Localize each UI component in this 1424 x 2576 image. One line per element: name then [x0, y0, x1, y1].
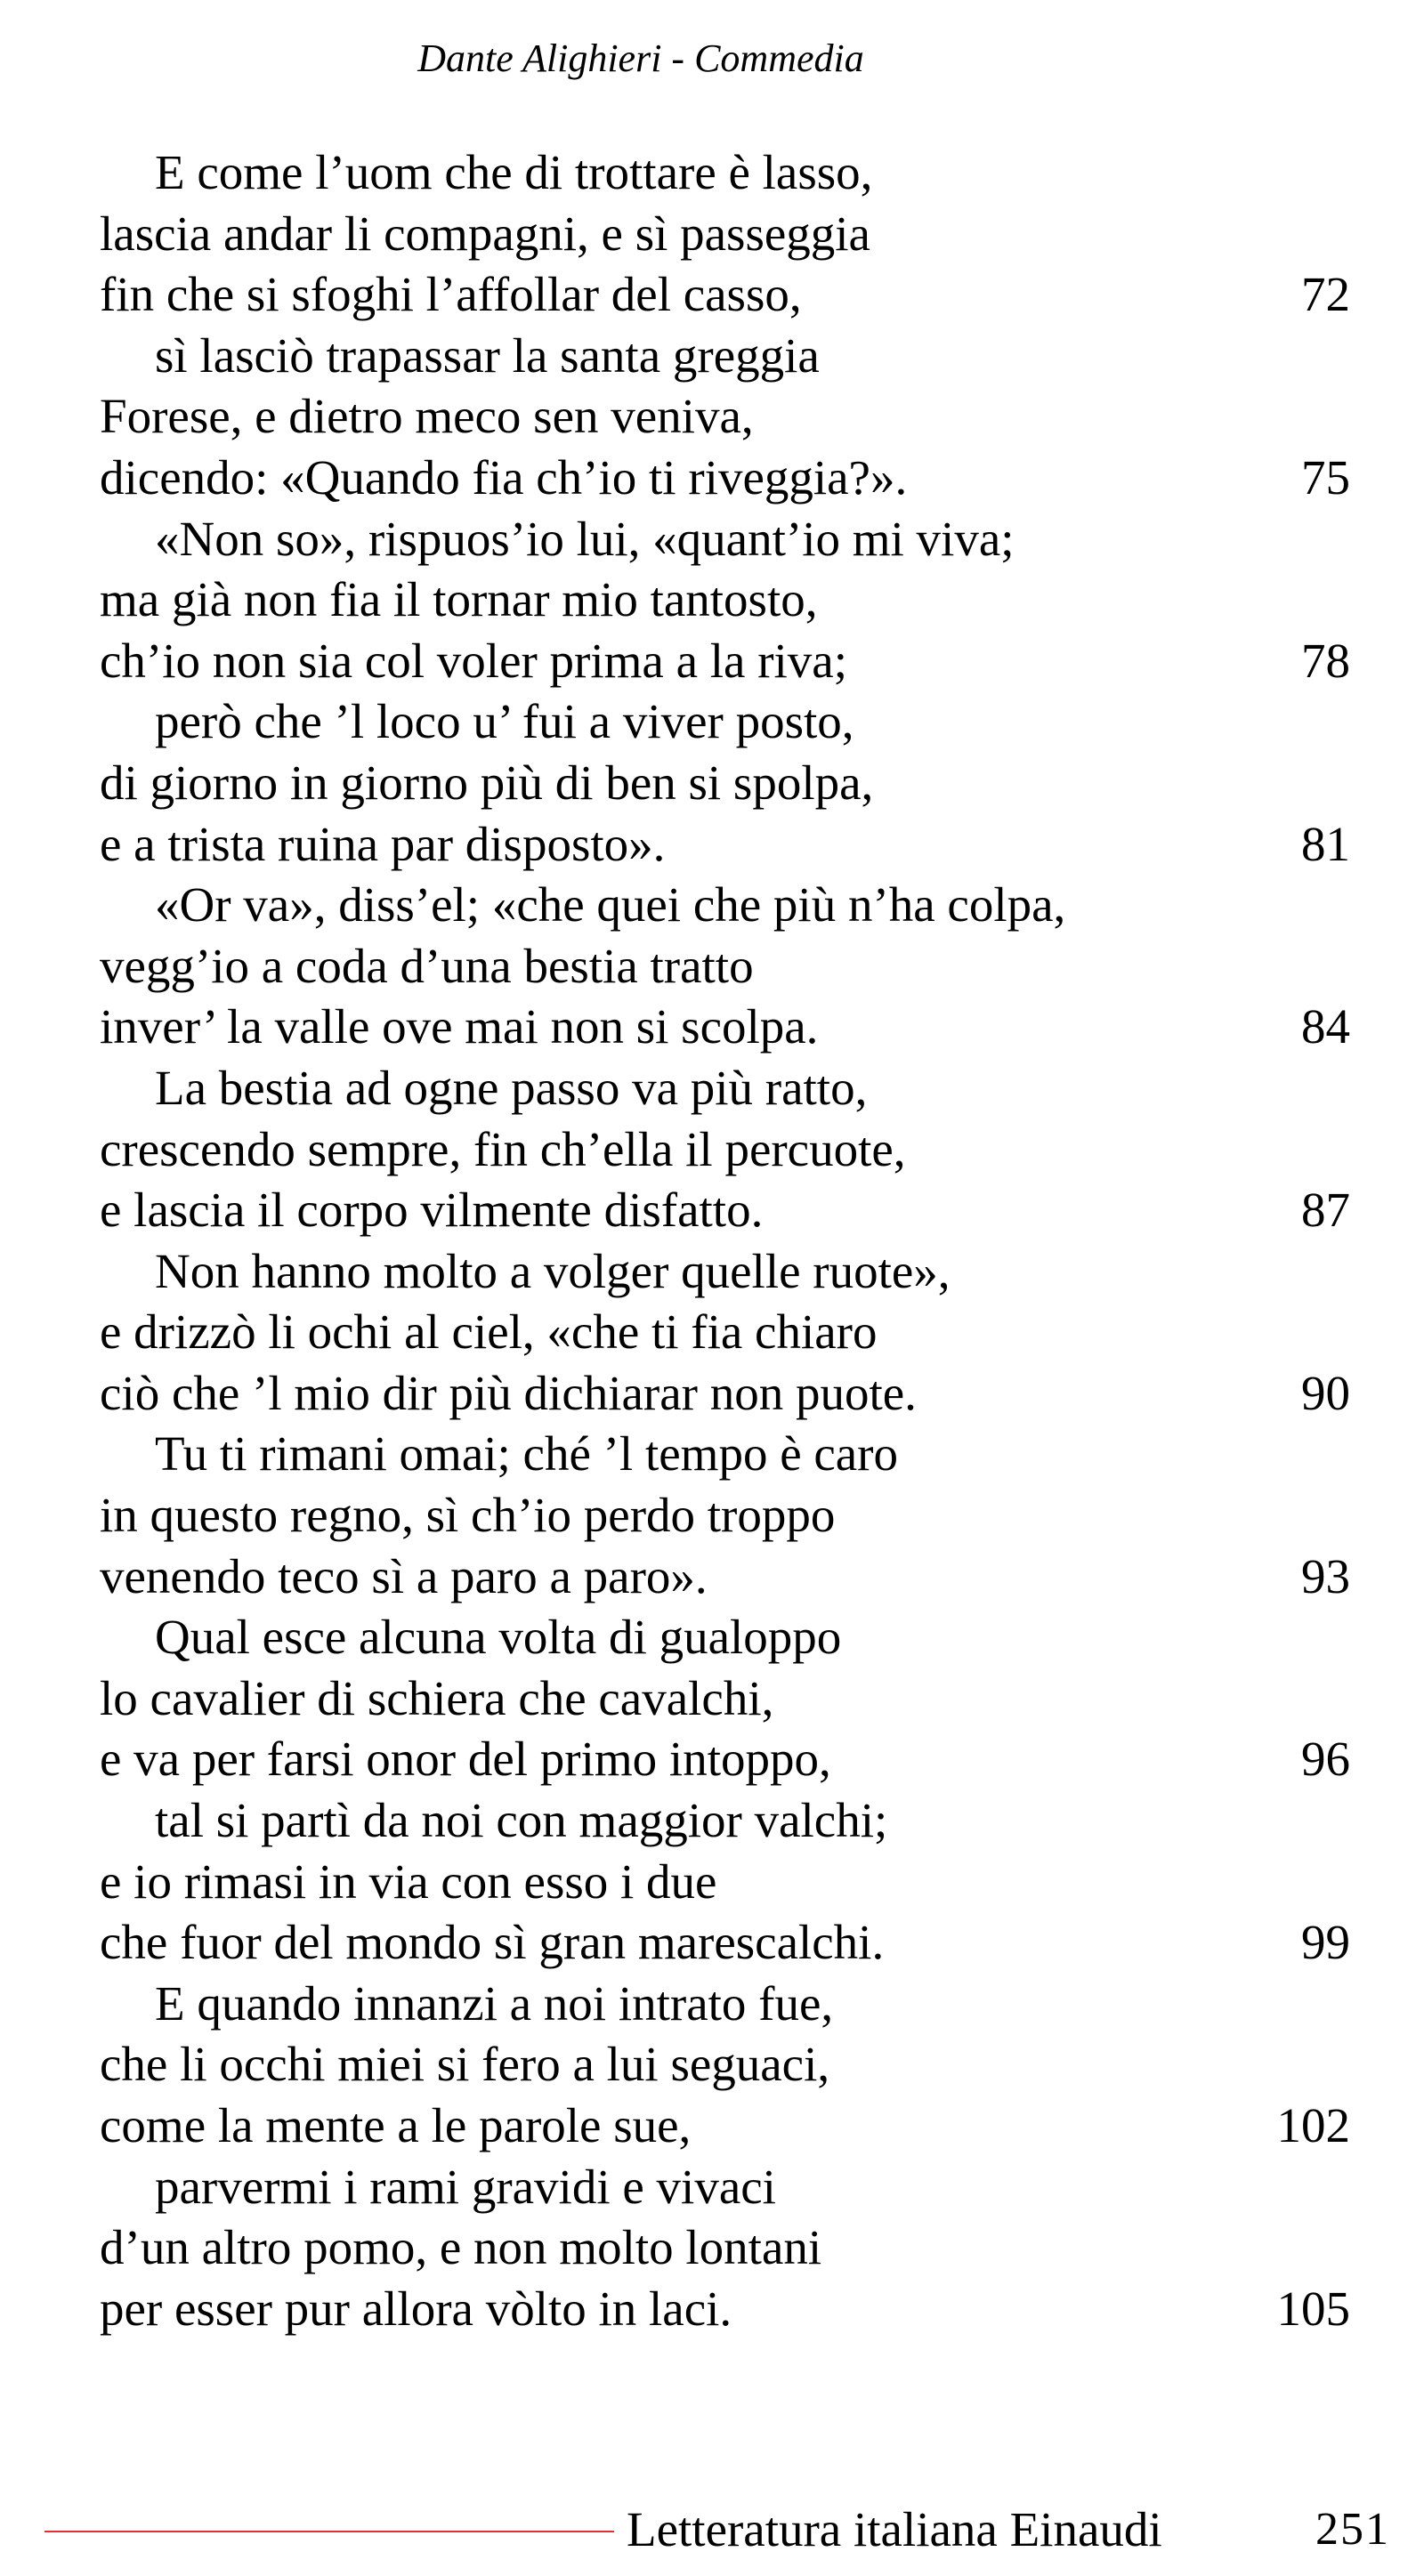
- verse-text: «Or va», diss’el; «che quei che più n’ha colpa,: [155, 877, 1066, 933]
- verse-number: 90: [1301, 1365, 1350, 1420]
- verse-line: [100, 691, 1257, 753]
- verse-text: e lascia il corpo vilmente disfatto.: [100, 1183, 764, 1238]
- verse-number: 93: [1301, 1548, 1350, 1603]
- footer-rule: [44, 2531, 614, 2532]
- verse-text: e drizzò li ochi al ciel, «che ti fia chiaro: [100, 1304, 878, 1360]
- verse-number: 78: [1301, 633, 1350, 688]
- verse-line: [100, 386, 1257, 448]
- verse-line: [100, 2157, 1257, 2218]
- verse-line: [100, 753, 1257, 814]
- verse-text: lo cavalier di schiera che cavalchi,: [100, 1670, 774, 1725]
- verse-line: [100, 1974, 1257, 2035]
- verse-line: [100, 1424, 1257, 1485]
- verse-text: ma già non fia il tornar mio tantosto,: [100, 572, 818, 627]
- verse-number: 99: [1301, 1915, 1350, 1970]
- verse-block: [100, 142, 1350, 2339]
- verse-number: 84: [1301, 999, 1350, 1054]
- verse-text: come la mente a le parole sue,: [100, 2098, 692, 2152]
- verse-number: 96: [1301, 1732, 1350, 1787]
- verse-line: [100, 1729, 1350, 1790]
- verse-line: [100, 1546, 1350, 1608]
- verse-text: lascia andar li compagni, e sì passeggia: [100, 206, 870, 261]
- verse-line: [100, 1119, 1257, 1181]
- verse-text: in questo regno, sì ch’io perdo troppo: [100, 1488, 836, 1543]
- page-number: 251: [1315, 2504, 1390, 2555]
- verse-line: [100, 1790, 1257, 1852]
- verse-number: 87: [1301, 1183, 1350, 1238]
- verse-line: [100, 326, 1257, 387]
- verse-text: Forese, e dietro meco sen veniva,: [100, 389, 754, 444]
- verse-line: [100, 2096, 1350, 2157]
- verse-text: Qual esce alcuna volta di gualoppo: [155, 1610, 842, 1665]
- verse-line: [100, 142, 1257, 204]
- verse-line: [100, 1607, 1257, 1668]
- verse-line: [100, 997, 1350, 1058]
- verse-text: d’un altro pomo, e non molto lontani: [100, 2220, 822, 2275]
- verse-text: e va per farsi onor del primo intoppo,: [100, 1732, 831, 1787]
- verse-line: [100, 2279, 1350, 2340]
- verse-line: [100, 1241, 1257, 1303]
- verse-text: però che ’l loco u’ fui a viver posto,: [155, 694, 854, 749]
- verse-text: «Non so», rispuos’io lui, «quant’io mi viva;: [155, 511, 1015, 566]
- verse-text: dicendo: «Quando fia ch’io ti riveggia?».: [100, 449, 908, 505]
- footer-publisher: Letteratura italiana Einaudi: [627, 2502, 1162, 2556]
- running-head: Dante Alighieri - Commedia: [417, 36, 864, 80]
- verse-line: [100, 1302, 1257, 1363]
- verse-text: che li occhi miei si fero a lui seguaci,: [100, 2037, 830, 2092]
- verse-line: [100, 2217, 1257, 2279]
- verse-text: venendo teco sì a paro a paro».: [100, 1548, 708, 1603]
- verse-text: e a trista ruina par disposto».: [100, 816, 666, 871]
- verse-line: [100, 1485, 1257, 1546]
- verse-line: [100, 2034, 1257, 2096]
- verse-text: Non hanno molto a volger quelle ruote»,: [155, 1243, 951, 1298]
- verse-line: [100, 936, 1257, 997]
- verse-text: per esser pur allora vòlto in laci.: [100, 2281, 732, 2336]
- verse-number: 75: [1301, 449, 1350, 505]
- verse-text: parvermi i rami gravidi e vivaci: [155, 2159, 776, 2214]
- verse-line: [100, 631, 1350, 692]
- verse-line: [100, 509, 1257, 570]
- verse-line: [100, 264, 1350, 326]
- verse-text: di giorno in giorno più di ben si spolpa,: [100, 755, 874, 810]
- verse-number: 81: [1301, 816, 1350, 871]
- verse-text: inver’ la valle ove mai non si scolpa.: [100, 999, 819, 1054]
- verse-text: tal si partì da noi con maggior valchi;: [155, 1793, 888, 1848]
- verse-text: Tu ti rimani omai; ché ’l tempo è caro: [155, 1426, 898, 1482]
- verse-text: che fuor del mondo sì gran marescalchi.: [100, 1915, 885, 1970]
- verse-line: [100, 1912, 1350, 1974]
- verse-text: sì lasciò trapassar la santa greggia: [155, 327, 820, 383]
- verse-text: ch’io non sia col voler prima a la riva;: [100, 633, 847, 688]
- verse-line: [100, 1363, 1350, 1425]
- verse-line: [100, 1668, 1257, 1730]
- verse-line: [100, 448, 1350, 509]
- verse-line: [100, 204, 1257, 265]
- verse-text: E quando innanzi a noi intrato fue,: [155, 1975, 834, 2031]
- verse-text: e io rimasi in via con esso i due: [100, 1853, 717, 1909]
- verse-line: [100, 875, 1257, 936]
- verse-text: La bestia ad ogne passo va più ratto,: [155, 1060, 868, 1115]
- verse-text: vegg’io a coda d’una bestia tratto: [100, 938, 754, 993]
- verse-number: 105: [1276, 2281, 1350, 2336]
- verse-text: crescendo sempre, fin ch’ella il percuote,: [100, 1121, 906, 1176]
- verse-number: 72: [1301, 267, 1350, 322]
- verse-line: [100, 1180, 1350, 1241]
- verse-text: ciò che ’l mio dir più dichiarar non puote.: [100, 1365, 917, 1420]
- verse-text: fin che si sfoghi l’affollar del casso,: [100, 267, 802, 322]
- verse-line: [100, 814, 1350, 876]
- verse-number: 102: [1276, 2098, 1350, 2152]
- verse-line: [100, 569, 1257, 631]
- verse-line: [100, 1058, 1257, 1119]
- verse-text: E come l’uom che di trottare è lasso,: [155, 145, 873, 199]
- verse-line: [100, 1852, 1257, 1913]
